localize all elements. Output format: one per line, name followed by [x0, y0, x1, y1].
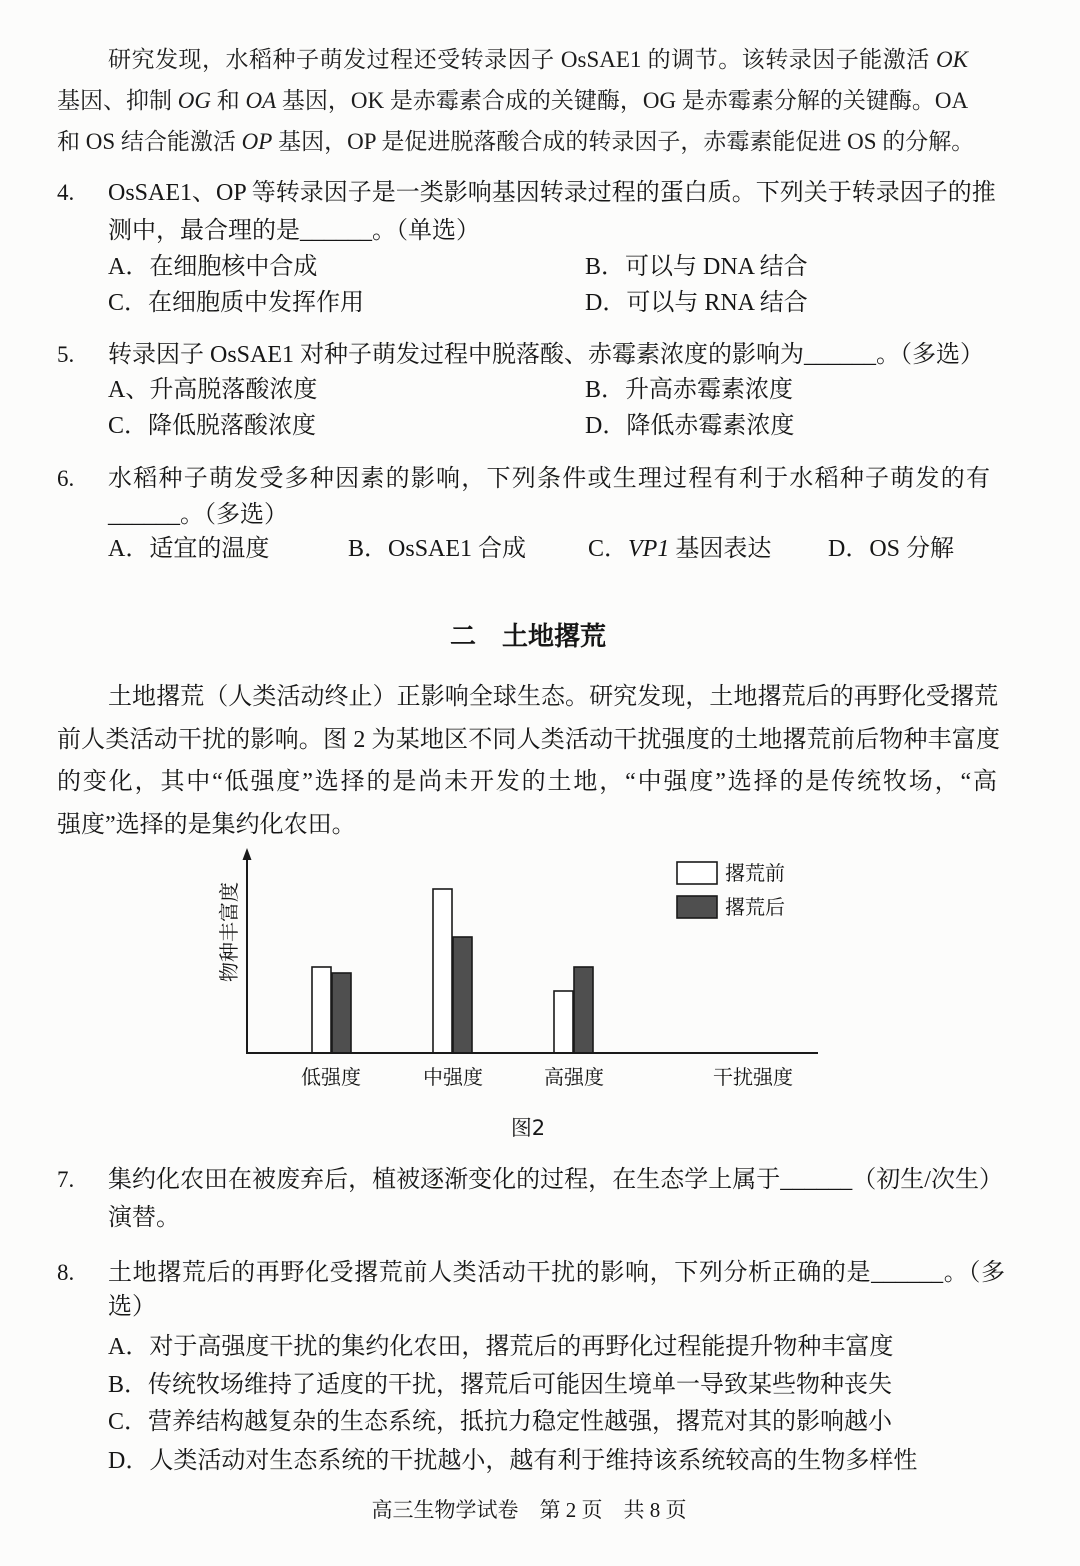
option-text: 升高脱落酸浓度 [149, 377, 318, 403]
gene-og: OG [177, 88, 211, 113]
section-2-paragraph-line-4: 强度”选择的是集约化农田。 [57, 812, 356, 838]
option-text: 降低脱落酸浓度 [148, 413, 317, 439]
section-2-paragraph-line-1: 土地撂荒（人类活动终止）正影响全球生态。研究发现，土地撂荒后的再野化受撂荒 [108, 684, 998, 710]
bar-after-abandonment-low [332, 973, 351, 1053]
intro-text: 和 OS 结合能激活 [57, 129, 242, 154]
question-6-option-b [348, 533, 526, 565]
legend-label-before: 撂荒前 [725, 861, 785, 885]
option-label: B． [348, 536, 389, 562]
bar-before-abandonment-high [554, 991, 573, 1053]
gene-vp1: VP1 [628, 536, 670, 562]
question-5-option-c [108, 410, 316, 442]
option-text: 营养结构越复杂的生态系统，抵抗力稳定性越强，撂荒对其的影响越小 [148, 1409, 893, 1435]
intro-line-2 [57, 85, 968, 117]
intro-text: 研究发现，水稻种子萌发过程还受转录因子 OsSAE1 的调节。该转录因子能激活 [108, 47, 937, 72]
option-text: 可以与 RNA 结合 [626, 290, 808, 316]
bars-group [312, 889, 593, 1053]
gene-oa: OA [245, 88, 277, 113]
section-2-heading: 二 土地撂荒 [449, 622, 606, 652]
x-tick-label-low: 低强度 [301, 1065, 361, 1089]
intro-line-3 [57, 126, 975, 158]
legend-swatch-after [677, 896, 717, 918]
x-tick-label-medium: 中强度 [423, 1065, 483, 1089]
section-2-paragraph-line-3: 的变化，其中“低强度”选择的是尚未开发的土地，“中强度”选择的是传统牧场，“高 [57, 769, 997, 795]
legend-swatch-before [677, 862, 717, 884]
option-text: 可以与 DNA 结合 [625, 254, 808, 280]
question-8-option-d [108, 1445, 917, 1477]
option-text: 降低赤霉素浓度 [626, 413, 795, 439]
question-6-option-d [828, 533, 954, 565]
option-text: 适宜的温度 [149, 536, 270, 562]
gene-ok: OK [936, 47, 968, 72]
option-text: 对于高强度干扰的集约化农田，撂荒后的再野化过程能提升物种丰富度 [149, 1334, 894, 1360]
x-tick-label-high: 高强度 [544, 1065, 604, 1089]
option-label: A． [108, 536, 150, 562]
question-8-option-a [108, 1331, 893, 1363]
bar-after-abandonment-high [574, 967, 593, 1053]
bar-before-abandonment-low [312, 967, 331, 1053]
question-5-number: 5. [57, 342, 75, 367]
question-6-option-a [108, 533, 269, 565]
intro-text: 和 [210, 88, 246, 113]
question-4-stem-line-1: OsSAE1、OP 等转录因子是一类影响基因转录过程的蛋白质。下列关于转录因子的推 [108, 180, 996, 206]
bar-before-abandonment-medium [433, 889, 452, 1053]
option-label: C． [108, 290, 149, 316]
option-label: D． [585, 413, 627, 439]
question-5-option-b [585, 374, 793, 406]
y-axis-arrow [243, 848, 252, 860]
option-label: B． [108, 1372, 149, 1398]
question-6-stem-line-2: ______。（多选） [108, 502, 288, 528]
option-label: D． [108, 1448, 150, 1474]
question-7-number: 7. [57, 1167, 75, 1192]
option-label: D． [585, 290, 627, 316]
figure-2-chart [200, 840, 840, 1100]
question-8-number: 8. [57, 1260, 75, 1285]
question-4-stem-line-2: 测中，最合理的是______。（单选） [108, 218, 480, 244]
question-4-number: 4. [57, 180, 75, 205]
option-text: 在细胞核中合成 [149, 254, 318, 280]
option-text: OS 分解 [869, 536, 955, 562]
question-5-option-d [585, 410, 794, 442]
option-label: C． [108, 1409, 149, 1435]
figure-2-caption: 图2 [510, 1116, 546, 1140]
question-8-option-b [108, 1369, 892, 1401]
option-label: A、 [108, 377, 150, 403]
option-label: C． [108, 413, 149, 439]
intro-text: 基因、抑制 [57, 88, 178, 113]
question-4-option-c [108, 287, 364, 319]
y-axis-label: 物种丰富度 [217, 882, 241, 982]
gene-op: OP [241, 129, 273, 154]
question-8-option-c [108, 1406, 892, 1438]
intro-text: 基因，OP 是促进脱落酸合成的转录因子，赤霉素能促进 OS 的分解。 [272, 129, 975, 154]
question-6-stem-line-1: 水稻种子萌发受多种因素的影响，下列条件或生理过程有利于水稻种子萌发的有 [108, 466, 990, 492]
option-label: A． [108, 1334, 150, 1360]
option-label: A． [108, 254, 150, 280]
question-5-stem-line-1: 转录因子 OsSAE1 对种子萌发过程中脱落酸、赤霉素浓度的影响为______。（多选） [108, 342, 985, 368]
question-5-option-a [108, 374, 317, 406]
question-4-option-d [585, 287, 808, 319]
intro-line-1 [108, 44, 968, 76]
x-axis-label: 干扰强度 [713, 1065, 793, 1089]
option-label: C． [588, 536, 629, 562]
legend-label-after: 撂荒后 [725, 895, 785, 919]
question-8-stem-line-1: 土地撂荒后的再野化受撂荒前人类活动干扰的影响，下列分析正确的是______。（多 [108, 1260, 1005, 1286]
option-text: 人类活动对生态系统的干扰越小，越有利于维持该系统较高的生物多样性 [149, 1448, 918, 1474]
option-label: B． [585, 377, 626, 403]
question-8-stem-line-2: 选） [108, 1294, 156, 1320]
option-text: 传统牧场维持了适度的干扰，撂荒后可能因生境单一导致某些物种丧失 [148, 1372, 893, 1398]
bar-after-abandonment-medium [453, 937, 472, 1053]
intro-text: 基因，OK 是赤霉素合成的关键酶，OG 是赤霉素分解的关键酶。OA [276, 88, 969, 113]
option-label: B． [585, 254, 626, 280]
page-footer: 高三生物学试卷 第 2 页 共 8 页 [371, 1498, 687, 1522]
option-text: 升高赤霉素浓度 [625, 377, 794, 403]
option-label: D． [828, 536, 870, 562]
option-text: 在细胞质中发挥作用 [148, 290, 365, 316]
question-4-option-a [108, 251, 317, 283]
question-7-stem-line-1: 集约化农田在被废弃后，植被逐渐变化的过程，在生态学上属于______（初生/次生） [108, 1167, 1003, 1193]
question-7-stem-line-2: 演替。 [108, 1205, 180, 1231]
question-6-number: 6. [57, 466, 75, 491]
option-text: OsSAE1 合成 [388, 536, 527, 562]
question-4-option-b [585, 251, 808, 283]
option-text: 基因表达 [669, 536, 772, 562]
section-2-paragraph-line-2: 前人类活动干扰的影响。图 2 为某地区不同人类活动干扰强度的土地撂荒前后物种丰富度 [57, 727, 1000, 753]
question-6-option-c [588, 533, 771, 565]
